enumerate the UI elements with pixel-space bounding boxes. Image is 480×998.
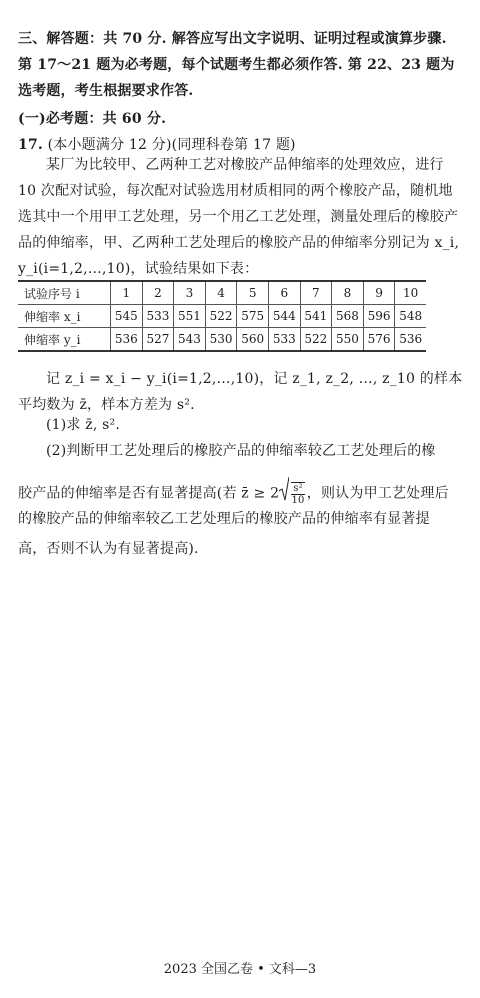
table-cell: 541	[300, 305, 332, 328]
table-cell: 543	[174, 328, 206, 352]
table-cell: 548	[395, 305, 426, 328]
part-2-line-3: 的橡胶产品的伸缩率较乙工艺处理后的橡胶产品的伸缩率有显著提	[18, 511, 430, 527]
table-cell: 544	[268, 305, 300, 328]
row-label-y: 伸缩率 y_i	[18, 328, 111, 352]
table-row	[18, 305, 426, 328]
table-index-cell: 2	[142, 281, 174, 305]
table-cell: 596	[363, 305, 395, 328]
row-label-x: 伸缩率 x_i	[18, 305, 111, 328]
table-cell: 575	[237, 305, 269, 328]
table-cell: 533	[142, 305, 174, 328]
table-cell: 527	[142, 328, 174, 352]
table-index-cell: 6	[268, 281, 300, 305]
part-2-line-4: 高，否则不认为有显著提高).	[18, 541, 199, 557]
table-index-cell: 9	[363, 281, 395, 305]
table-cell: 551	[174, 305, 206, 328]
results-table	[18, 280, 426, 352]
table-cell: 550	[332, 328, 364, 352]
table-row	[18, 328, 426, 352]
question-paragraph	[18, 152, 464, 282]
table-cell: 576	[363, 328, 395, 352]
section-heading: 三、解答题：共 70 分. 解答应写出文字说明、证明过程或演算步骤. 第 17～21 题为必考题，每个试题考生都必须作答. 第 22、23 题为选考题，考生根据要求作答.	[18, 31, 455, 99]
table-cell: 536	[111, 328, 143, 352]
part-1: (1)求 z̄, s².	[46, 417, 121, 433]
definition-paragraph: 记 z_i = x_i − y_i(i=1,2,…,10)，记 z_1, z_2, …, z_10 的样本平均数为 z̄，样本方差为 s².	[18, 371, 463, 413]
table-cell: 560	[237, 328, 269, 352]
fraction-denominator: 10	[291, 494, 305, 506]
table-index-cell: 5	[237, 281, 269, 305]
question-paragraph-text: 某厂为比较甲、乙两种工艺对橡胶产品伸缩率的处理效应，进行 10 次配对试验，每次配对试验选用材质相同的两个橡胶产品，随机地选其中一个用甲工艺处理，另一个用乙工艺处理，测量处理后的橡胶产品的伸缩率，甲、乙两种工艺处理后的橡胶产品的伸缩率分别记为	[18, 157, 459, 251]
table-index-cell: 10	[395, 281, 426, 305]
question-meta: (本小题满分 12 分)(同理科卷第 17 题)	[47, 137, 296, 153]
table-index-cell: 3	[174, 281, 206, 305]
table-index-cell: 4	[205, 281, 237, 305]
sqrt-fraction	[291, 482, 305, 506]
table-cell: 545	[111, 305, 143, 328]
table-cell: 522	[205, 305, 237, 328]
table-index-cell: 8	[332, 281, 364, 305]
table-row	[18, 281, 426, 305]
table-index-cell: 7	[300, 281, 332, 305]
question-number: 17.	[18, 137, 43, 153]
subsection-heading: (一)必考题：共 60 分.	[18, 111, 167, 127]
table-cell: 530	[205, 328, 237, 352]
table-cell: 522	[300, 328, 332, 352]
fraction-numerator: s²	[293, 482, 303, 494]
part-2-line-2-prefix: 胶产品的伸缩率是否有显著提高(若 z̄ ≥ 2	[18, 485, 280, 502]
table-cell: 536	[395, 328, 426, 352]
table-cell: 568	[332, 305, 364, 328]
table-index-cell: 1	[111, 281, 143, 305]
table-cell: 533	[268, 328, 300, 352]
page-footer: 2023 全国乙卷 • 文科—3	[163, 962, 317, 977]
part-2-line-1: (2)判断甲工艺处理后的橡胶产品的伸缩率较乙工艺处理后的橡	[46, 443, 436, 459]
part-2-line-2-suffix: ，则认为甲工艺处理后	[306, 485, 449, 502]
table-header-label: 试验序号 i	[18, 281, 111, 305]
question-paragraph-tail: x_i, y_i(i=1,2,…,10)，试验结果如下表：	[18, 235, 460, 277]
